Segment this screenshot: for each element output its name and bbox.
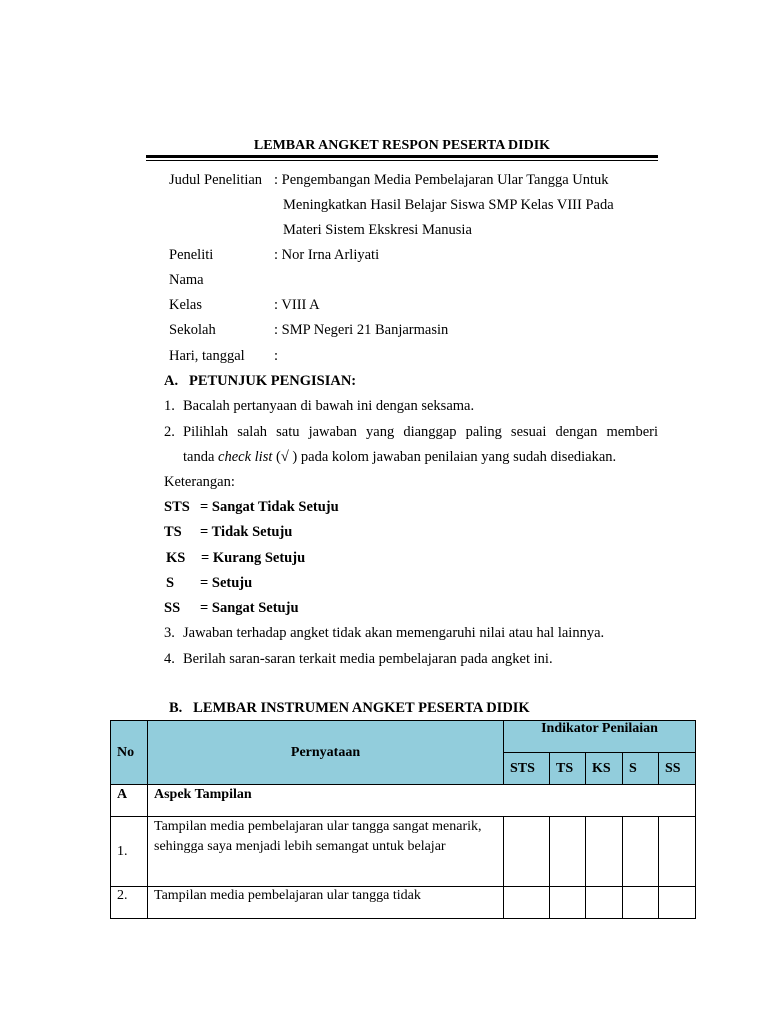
item-4-number: 4. [164,651,175,667]
legend-code: S [166,575,175,591]
legend-code: KS [166,550,186,566]
item-1-number: 1. [164,398,175,414]
row-statement: Tampilan media pembelajaran ular tangga tidak [148,887,504,919]
row-statement: Tampilan media pembelajaran ular tangga sangat menarik, sehingga saya menjadi lebih semangat untuk belajar [148,817,504,887]
header-ss: SS [659,753,696,785]
section-a-heading: A. PETUNJUK PENGISIAN: [164,373,357,389]
legend-desc: = Kurang Setuju [201,550,306,566]
answer-cell-ks[interactable] [586,817,623,887]
answer-cell-ss[interactable] [659,887,696,919]
header-sts: STS [504,753,550,785]
table-row [111,887,696,919]
legend-code: TS [164,524,182,540]
sekolah-label: Sekolah [169,322,216,338]
item-2-check-list: check list [218,449,273,465]
legend-desc: = Tidak Setuju [200,524,293,540]
judul-line-2: Meningkatkan Hasil Belajar Siswa SMP Kelas VIII Pada [283,197,614,213]
aspect-label: Aspek Tampilan [148,785,696,817]
peneliti-label: Peneliti [169,247,214,263]
instrument-table [110,720,696,919]
header-pernyataan: Pernyataan [148,721,504,785]
document-title: LEMBAR ANGKET RESPON PESERTA DIDIK [253,138,551,153]
item-2-line-2 [183,449,616,466]
answer-cell-ts[interactable] [550,887,586,919]
header-s: S [623,753,659,785]
item-4-text: Berilah saran-saran terkait media pembelajaran pada angket ini. [183,651,553,667]
table-row [111,817,696,887]
item-3-text: Jawaban terhadap angket tidak akan memengaruhi nilai atau hal lainnya. [183,625,605,641]
answer-cell-ts[interactable] [550,817,586,887]
item-2-line-2-post: (√ ) pada kolom jawaban penilaian yang sudah disediakan. [272,449,617,465]
legend-code: SS [164,600,181,616]
title-rule-thick [146,155,658,158]
item-1-text: Bacalah pertanyaan di bawah ini dengan seksama. [183,398,475,414]
item-2-line-2-pre: tanda [183,449,219,465]
answer-cell-ss[interactable] [659,817,696,887]
hari-label: Hari, tanggal [169,348,245,364]
answer-cell-s[interactable] [623,887,659,919]
row-number: 2. [111,887,148,919]
answer-cell-sts[interactable] [504,887,550,919]
peneliti-value: : Nor Irna Arliyati [274,247,380,263]
sekolah-value: : SMP Negeri 21 Banjarmasin [274,322,449,338]
section-b-heading: B. LEMBAR INSTRUMEN ANGKET PESERTA DIDIK [169,700,530,716]
hari-value: : [274,348,279,364]
kelas-value: : VIII A [274,297,320,313]
item-2-line-1: Pilihlah salah satu jawaban yang dianggap paling sesuai dengan memberi [183,424,658,440]
legend-desc: = Sangat Tidak Setuju [200,499,339,515]
nama-label: Nama [169,272,204,288]
header-ts: TS [550,753,586,785]
kelas-label: Kelas [169,297,203,313]
item-3-number: 3. [164,625,175,641]
legend-desc: = Sangat Setuju [200,600,299,616]
title-rule-thin [146,160,658,161]
answer-cell-ks[interactable] [586,887,623,919]
judul-label: Judul Penelitian [169,172,263,188]
answer-cell-sts[interactable] [504,817,550,887]
aspect-no: A [111,785,148,817]
header-ks: KS [586,753,623,785]
judul-line-1: : Pengembangan Media Pembelajaran Ular Tangga Untuk [274,172,609,188]
header-no: No [111,721,148,785]
keterangan-label: Keterangan: [164,474,235,490]
row-number: 1. [111,817,148,887]
judul-line-3: Materi Sistem Ekskresi Manusia [283,222,472,238]
answer-cell-s[interactable] [623,817,659,887]
header-indikator: Indikator Penilaian [504,721,696,753]
legend-code: STS [164,499,190,515]
item-2-number: 2. [164,424,175,440]
legend-desc: = Setuju [200,575,253,591]
